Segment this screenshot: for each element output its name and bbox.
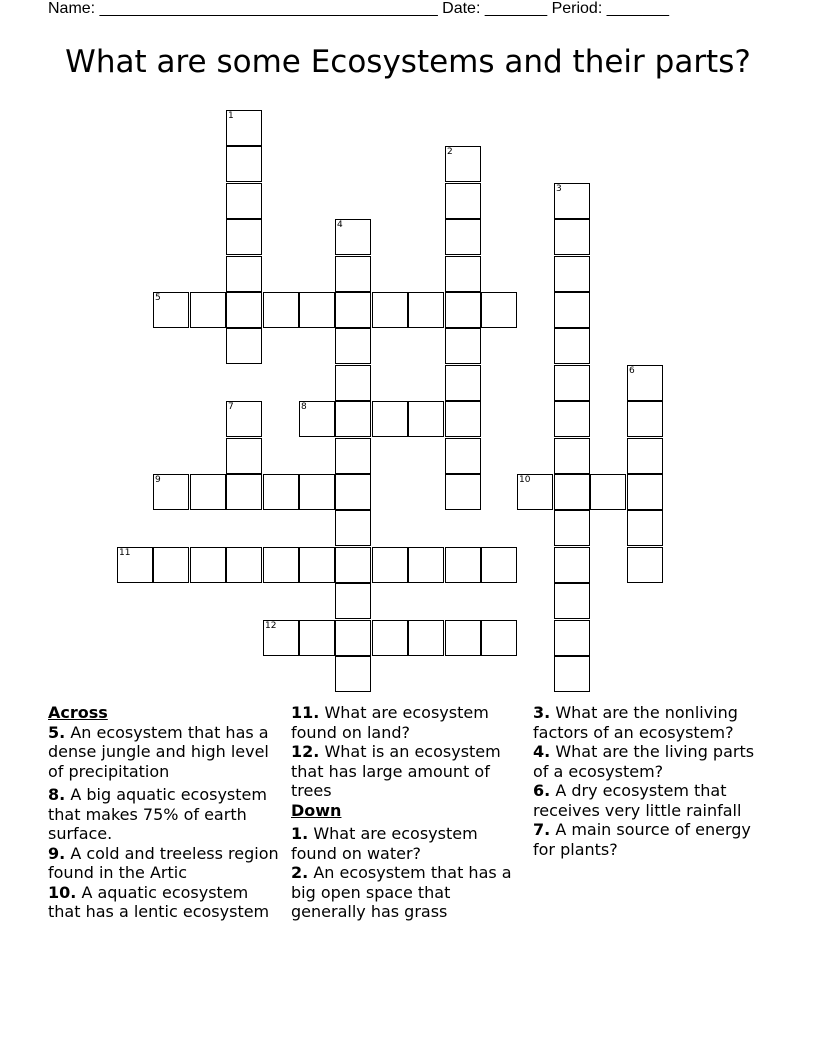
crossword-cell[interactable] [335,547,371,583]
crossword-cell[interactable] [408,401,444,437]
crossword-cell[interactable] [445,219,481,255]
clue-number: 2 [447,147,453,157]
crossword-cell[interactable] [190,474,226,510]
clue-down-3: 3. What are the nonliving factors of an ecosystem? [533,703,738,742]
crossword-cell[interactable] [299,547,335,583]
crossword-cell[interactable] [627,474,663,510]
crossword-cell[interactable] [226,146,262,182]
page-title: What are some Ecosystems and their parts? [65,44,751,80]
clue-across-5: 5. An ecosystem that has a dense jungle and high level of precipitation [48,722,269,781]
crossword-cell[interactable] [226,219,262,255]
crossword-cell[interactable] [627,438,663,474]
crossword-cell[interactable] [445,620,481,656]
clues-column-2 [291,703,527,922]
crossword-cell[interactable] [153,292,189,328]
crossword-cell[interactable] [627,401,663,437]
clues-column-3 [533,703,769,859]
clue-number: 5 [155,293,161,303]
crossword-cell[interactable] [554,620,590,656]
crossword-cell[interactable] [554,292,590,328]
crossword-cell[interactable] [226,256,262,292]
crossword-cell[interactable] [335,328,371,364]
clue-number: 12 [265,621,277,631]
header-line: Name: ______________________________________ Date: _______ Period: _______ [48,0,670,17]
clue-down-7: 7. A main source of energy for plants? [533,820,751,859]
crossword-cell[interactable] [445,438,481,474]
crossword-cell[interactable] [335,583,371,619]
clue-number: 10 [519,475,531,485]
crossword-cell[interactable] [335,365,371,401]
clue-number: 7 [228,402,234,412]
crossword-cell[interactable] [226,292,262,328]
crossword-cell[interactable] [226,438,262,474]
crossword-cell[interactable] [263,620,299,656]
crossword-cell[interactable] [335,219,371,255]
crossword-cell[interactable] [554,438,590,474]
across-heading: Across [48,703,108,722]
crossword-cell[interactable] [445,547,481,583]
crossword-cell[interactable] [408,620,444,656]
clue-number: 3 [556,184,562,194]
crossword-cell[interactable] [554,365,590,401]
crossword-cell[interactable] [554,401,590,437]
crossword-cell[interactable] [481,547,517,583]
crossword-cell[interactable] [445,292,481,328]
crossword-cell[interactable] [372,547,408,583]
crossword-cell[interactable] [627,365,663,401]
clues-column-1 [48,703,284,922]
crossword-cell[interactable] [335,256,371,292]
crossword-cell[interactable] [554,583,590,619]
clue-across-10: 10. A aquatic ecosystem that has a lentic ecosystem [48,882,270,921]
crossword-cell[interactable] [627,547,663,583]
crossword-cell[interactable] [445,146,481,182]
clue-number: 11 [119,548,131,558]
crossword-cell[interactable] [335,656,371,692]
crossword-cell[interactable] [226,401,262,437]
crossword-cell[interactable] [554,256,590,292]
clue-across-8: 8. A big aquatic ecosystem that makes 75% of earth surface. [48,785,267,843]
clue-across-12: 12. What is an ecosystem that has large amount of trees [291,742,501,800]
clue-down-4: 4. What are the living parts of a ecosystem? [533,742,755,781]
crossword-cell[interactable] [335,292,371,328]
crossword-cell[interactable] [299,401,335,437]
crossword-cell[interactable] [372,620,408,656]
crossword-cell[interactable] [226,183,262,219]
crossword-cell[interactable] [554,183,590,219]
crossword-cell[interactable] [445,256,481,292]
clue-number: 4 [337,220,343,230]
crossword-cell[interactable] [226,547,262,583]
crossword-cell[interactable] [226,474,262,510]
crossword-cell[interactable] [554,219,590,255]
crossword-cell[interactable] [554,328,590,364]
crossword-cell[interactable] [335,510,371,546]
crossword-cell[interactable] [153,474,189,510]
crossword-cell[interactable] [299,474,335,510]
clue-number: 9 [155,475,161,485]
crossword-cell[interactable] [408,547,444,583]
crossword-cell[interactable] [335,620,371,656]
clue-down-1: 1. What are ecosystem found on water? [291,824,478,863]
crossword-cell[interactable] [190,292,226,328]
crossword-cell[interactable] [226,110,262,146]
crossword-cell[interactable] [481,292,517,328]
crossword-cell[interactable] [190,547,226,583]
crossword-cell[interactable] [627,510,663,546]
crossword-cell[interactable] [554,474,590,510]
crossword-cell[interactable] [226,328,262,364]
crossword-cell[interactable] [445,183,481,219]
clue-across-9: 9. A cold and treeless region found in the Artic [48,843,279,882]
crossword-cell[interactable] [263,547,299,583]
crossword-cell[interactable] [299,620,335,656]
down-heading: Down [291,800,342,820]
crossword-cell[interactable] [554,656,590,692]
crossword-cell[interactable] [372,401,408,437]
crossword-cell[interactable] [335,438,371,474]
crossword-cell[interactable] [263,292,299,328]
crossword-cell[interactable] [481,620,517,656]
clue-down-6: 6. A dry ecosystem that receives very little rainfall [533,781,742,820]
clue-down-2: 2. An ecosystem that has a big open space that generally has grass [291,863,512,921]
clue-number: 8 [301,402,307,412]
crossword-cell[interactable] [445,328,481,364]
crossword-cell[interactable] [335,474,371,510]
crossword-cell[interactable] [445,365,481,401]
crossword-cell[interactable] [554,547,590,583]
crossword-cell[interactable] [263,474,299,510]
crossword-cell[interactable] [153,547,189,583]
crossword-cell[interactable] [408,292,444,328]
crossword-cell[interactable] [335,401,371,437]
clue-across-11: 11. What are ecosystem found on land? [291,703,489,742]
clue-number: 6 [629,366,635,376]
crossword-cell[interactable] [117,547,153,583]
crossword-cell[interactable] [372,292,408,328]
crossword-cell[interactable] [590,474,626,510]
crossword-cell[interactable] [517,474,553,510]
crossword-cell[interactable] [554,510,590,546]
crossword-cell[interactable] [445,474,481,510]
crossword-cell[interactable] [299,292,335,328]
crossword-cell[interactable] [445,401,481,437]
clue-number: 1 [228,111,234,121]
